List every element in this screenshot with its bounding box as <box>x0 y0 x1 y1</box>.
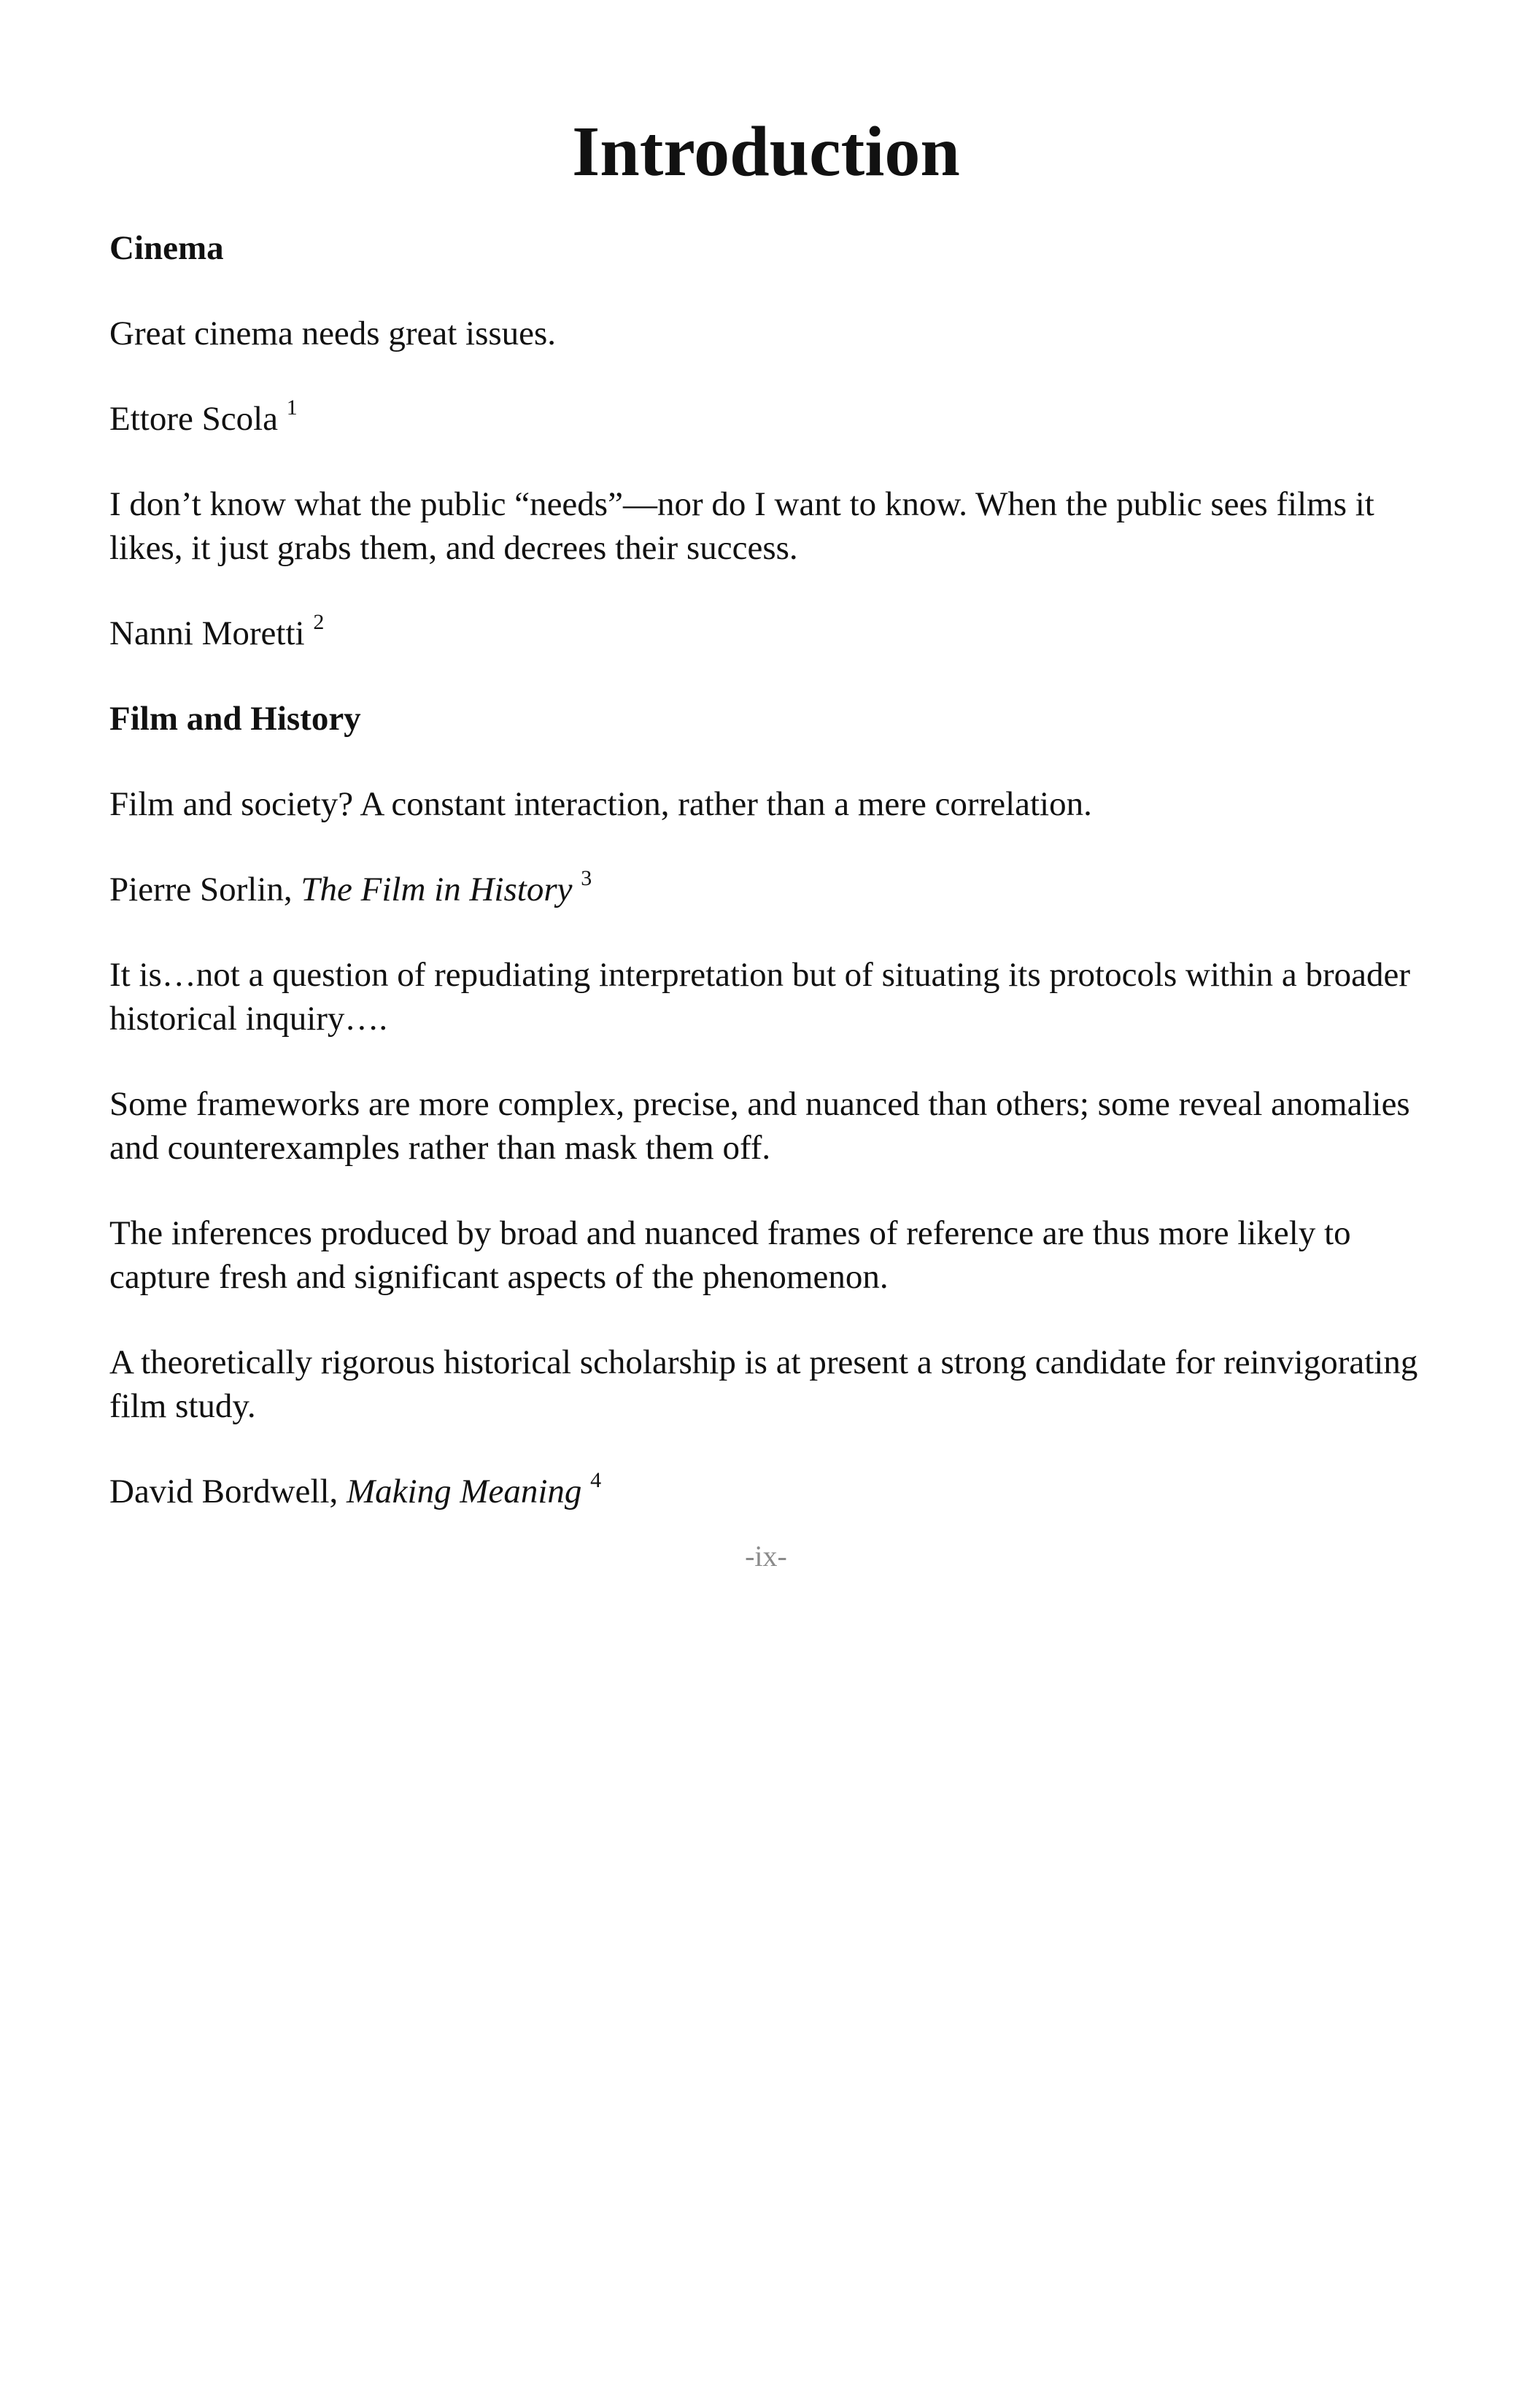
footnote-ref-2: 2 <box>313 610 325 635</box>
attribution-scola <box>109 397 1423 441</box>
attribution-bordwell <box>109 1470 1423 1513</box>
epigraph-bordwell-paragraph: Some frameworks are more complex, precise, and nuanced than others; some reveal anomalies and counterexamples rather than mask them off. <box>109 1085 1410 1167</box>
footnote-ref-3: 3 <box>581 866 592 891</box>
attribution-author: Pierre Sorlin, <box>109 871 301 908</box>
page-content <box>109 226 1423 1555</box>
epigraph-sorlin: Film and society? A constant interaction, rather than a mere correlation. <box>109 785 1092 823</box>
section-heading-cinema: Cinema <box>109 229 224 267</box>
attribution-work-title: The Film in History <box>301 871 573 908</box>
attribution-author: Nanni Moretti <box>109 614 305 652</box>
footnote-ref-1: 1 <box>286 395 298 420</box>
attribution-author: David Bordwell, <box>109 1473 347 1510</box>
page-number: -ix- <box>745 1540 787 1572</box>
epigraph-bordwell-paragraph: A theoretically rigorous historical scholarship is at present a strong candidate for reinvigorating film study. <box>109 1343 1418 1425</box>
epigraph-moretti: I don’t know what the public “needs”—nor do I want to know. When the public sees films it likes, it just grabs them, and decrees their success. <box>109 485 1374 567</box>
epigraph-bordwell-paragraph: It is…not a question of repudiating interpretation but of situating its protocols within a broader historical inquiry…. <box>109 956 1411 1038</box>
epigraph-bordwell-paragraph: The inferences produced by broad and nuanced frames of reference are thus more likely to capture fresh and significant aspects of the phenomenon. <box>109 1214 1351 1296</box>
attribution-author: Ettore Scola <box>109 400 279 438</box>
footnote-ref-4: 4 <box>590 1468 602 1493</box>
page-title: Introduction <box>572 112 960 191</box>
section-heading-film-and-history: Film and History <box>109 700 361 738</box>
attribution-work-title: Making Meaning <box>347 1473 582 1510</box>
attribution-moretti <box>109 611 1423 655</box>
epigraph-scola: Great cinema needs great issues. <box>109 314 557 352</box>
attribution-sorlin <box>109 868 1423 911</box>
